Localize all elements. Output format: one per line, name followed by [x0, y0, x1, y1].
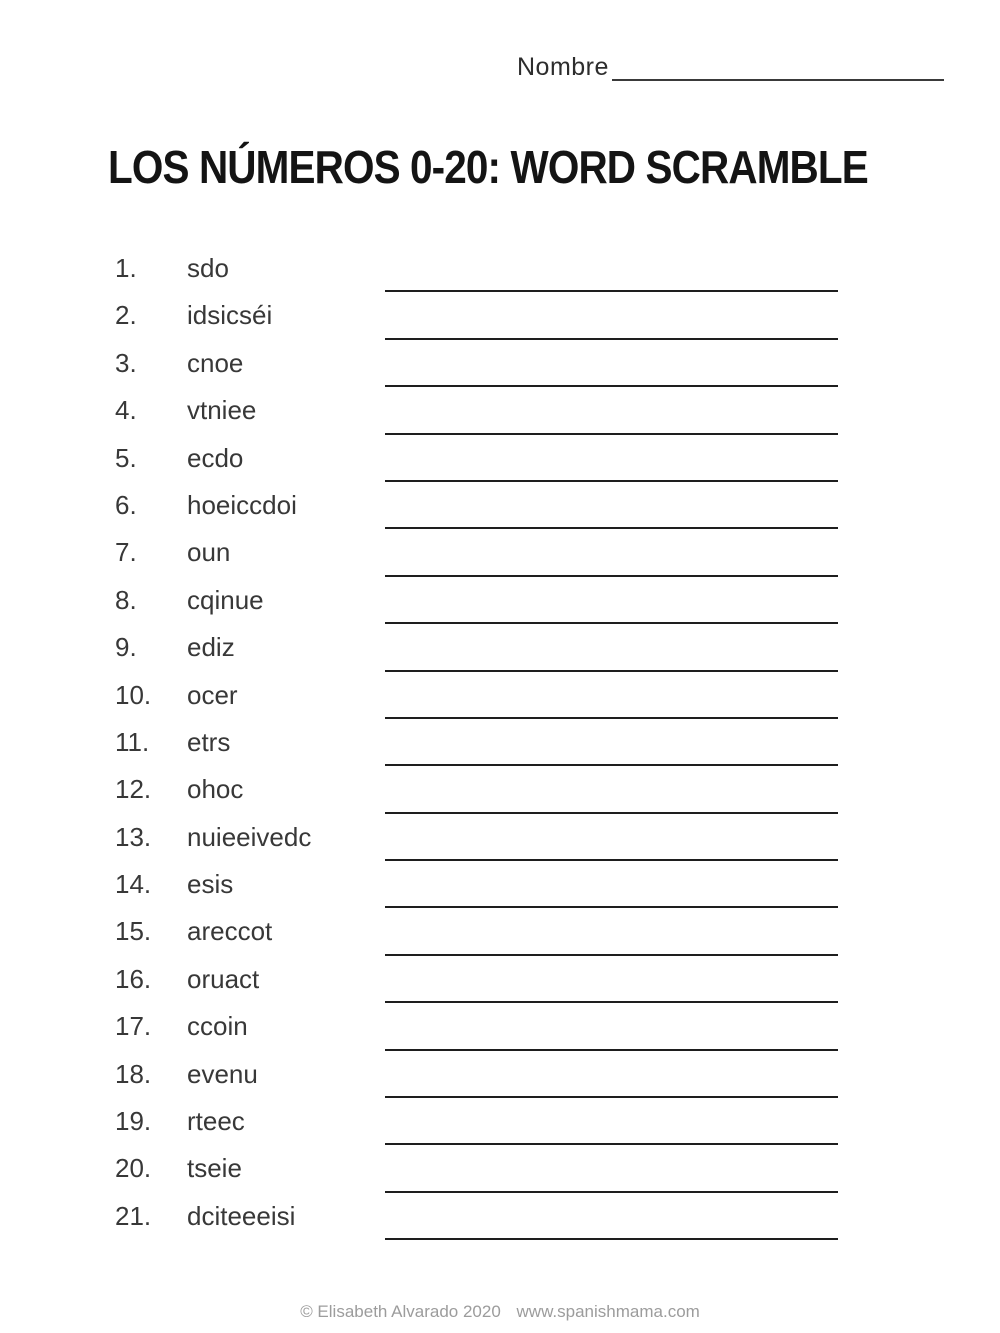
item-number: 16. [115, 963, 152, 994]
answer-blank-line [385, 1238, 838, 1240]
scrambled-word: cnoe [187, 347, 244, 378]
scrambled-word: cqinue [187, 584, 264, 615]
list-item [0, 435, 1000, 482]
scrambled-word: ediz [187, 632, 235, 663]
item-number: 6. [115, 489, 137, 520]
scrambled-word: dciteeeisi [187, 1200, 296, 1231]
item-number: 2. [115, 300, 137, 331]
item-number: 19. [115, 1106, 152, 1137]
scrambled-word: idsicséi [187, 300, 273, 331]
list-item [0, 482, 1000, 529]
item-number: 7. [115, 537, 137, 568]
item-number: 8. [115, 584, 137, 615]
list-item [0, 672, 1000, 719]
scrambled-word: areccot [187, 916, 273, 947]
item-number: 21. [115, 1200, 152, 1231]
list-item [0, 1051, 1000, 1098]
list-item [0, 340, 1000, 387]
scrambled-word: ecdo [187, 442, 244, 473]
list-item [0, 387, 1000, 434]
list-item [0, 766, 1000, 813]
scrambled-word: oun [187, 537, 231, 568]
scrambled-word: tseie [187, 1153, 242, 1184]
page-title: LOS NÚMEROS 0-20: WORD SCRAMBLE [108, 141, 868, 193]
list-item [0, 1145, 1000, 1192]
list-item [0, 577, 1000, 624]
item-number: 12. [115, 774, 152, 805]
item-number: 15. [115, 916, 152, 947]
item-number: 9. [115, 632, 137, 663]
name-blank-line [612, 79, 944, 81]
list-item [0, 1193, 1000, 1240]
scramble-list [0, 245, 1000, 1240]
list-item [0, 814, 1000, 861]
footer [0, 1302, 1000, 1322]
list-item [0, 861, 1000, 908]
item-number: 20. [115, 1153, 152, 1184]
scrambled-word: oruact [187, 963, 260, 994]
item-number: 13. [115, 821, 152, 852]
list-item [0, 1098, 1000, 1145]
copyright-text: © Elisabeth Alvarado 2020 [300, 1302, 501, 1321]
item-number: 11. [115, 726, 150, 757]
list-item [0, 1003, 1000, 1050]
list-item [0, 245, 1000, 292]
scrambled-word: hoeiccdoi [187, 489, 297, 520]
scrambled-word: nuieeivedc [187, 821, 312, 852]
scrambled-word: vtniee [187, 395, 257, 426]
name-row [517, 52, 609, 82]
scrambled-word: ohoc [187, 774, 244, 805]
scrambled-word: ccoin [187, 1011, 248, 1042]
list-item [0, 908, 1000, 955]
website-text: www.spanishmama.com [516, 1302, 700, 1321]
list-item [0, 529, 1000, 576]
list-item [0, 956, 1000, 1003]
scrambled-word: esis [187, 869, 234, 900]
list-item [0, 719, 1000, 766]
scrambled-word: evenu [187, 1058, 258, 1089]
item-number: 3. [115, 347, 137, 378]
item-number: 14. [115, 869, 152, 900]
list-item [0, 292, 1000, 339]
item-number: 4. [115, 395, 137, 426]
item-number: 1. [115, 253, 137, 283]
item-number: 10. [115, 679, 152, 710]
scrambled-word: ocer [187, 679, 238, 710]
item-number: 5. [115, 442, 137, 473]
item-number: 17. [115, 1011, 152, 1042]
name-label: Nombre [517, 53, 609, 81]
item-number: 18. [115, 1058, 152, 1089]
list-item [0, 624, 1000, 671]
scrambled-word: etrs [187, 726, 231, 757]
scrambled-word: rteec [187, 1106, 245, 1137]
scrambled-word: sdo [187, 253, 229, 283]
